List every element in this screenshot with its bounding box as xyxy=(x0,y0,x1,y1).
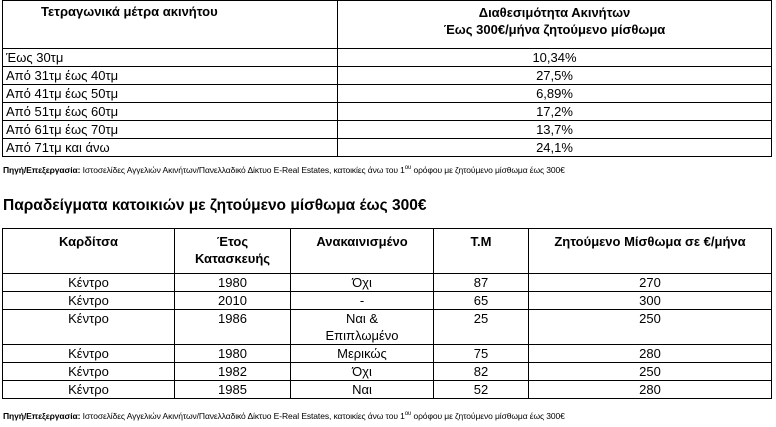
table-row xyxy=(3,121,772,139)
sqm-cell: 75 xyxy=(434,345,529,363)
header-renovated: Ανακαινισμένο xyxy=(291,229,434,274)
header-availability xyxy=(338,1,772,49)
year-cell: 1985 xyxy=(175,381,291,399)
header-year-line1: Έτος xyxy=(216,234,249,249)
header-city: Καρδίτσα xyxy=(3,229,175,274)
source-text-end: ορόφου με ζητούμενο μίσθωμα έως 300€ xyxy=(411,165,565,175)
table-row xyxy=(3,345,772,363)
header-year-line2: Κατασκευής xyxy=(194,251,271,266)
examples-table xyxy=(2,228,772,399)
renovated-cell: Όχι xyxy=(291,274,434,292)
renovated-line2: Επιπλωμένο xyxy=(325,328,399,343)
sqm-cell: 65 xyxy=(434,292,529,310)
sqm-cell: 87 xyxy=(434,274,529,292)
availability-value: 27,5% xyxy=(338,67,772,85)
area-cell: Κέντρο xyxy=(3,274,175,292)
table-row xyxy=(3,274,772,292)
table-row xyxy=(3,310,772,345)
header-sqm: Τ.Μ xyxy=(434,229,529,274)
table-row xyxy=(3,139,772,157)
renovated-cell: Ναι xyxy=(291,381,434,399)
table-row xyxy=(3,292,772,310)
sqm-range: Έως 30τμ xyxy=(3,49,338,67)
rent-cell: 300 xyxy=(529,292,772,310)
sqm-cell: 25 xyxy=(434,310,529,345)
area-cell: Κέντρο xyxy=(3,310,175,345)
header-year xyxy=(175,229,291,274)
table-row xyxy=(3,381,772,399)
table-row xyxy=(3,49,772,67)
year-cell: 1982 xyxy=(175,363,291,381)
availability-value: 10,34% xyxy=(338,49,772,67)
renovated-cell: - xyxy=(291,292,434,310)
availability-value: 13,7% xyxy=(338,121,772,139)
source-text: Ιστοσελίδες Αγγελιών Ακινήτων/Πανελλαδικό Δίκτυο E-Real Estates, κατοικίες άνω του 1 xyxy=(80,411,405,421)
header-availability-line2: Έως 300€/μήνα ζητούμενο μίσθωμα xyxy=(443,22,666,37)
source-label: Πηγή/Επεξεργασία: xyxy=(3,411,81,421)
sqm-cell: 52 xyxy=(434,381,529,399)
source-note-2 xyxy=(3,411,565,421)
rent-cell: 250 xyxy=(529,363,772,381)
area-cell: Κέντρο xyxy=(3,381,175,399)
table-row xyxy=(3,363,772,381)
availability-value: 17,2% xyxy=(338,103,772,121)
section-heading: Παραδείγματα κατοικιών με ζητούμενο μίσθωμα έως 300€ xyxy=(3,197,427,214)
table-row xyxy=(3,85,772,103)
source-note xyxy=(3,165,565,175)
sqm-range: Από 41τμ έως 50τμ xyxy=(3,85,338,103)
rent-cell: 250 xyxy=(529,310,772,345)
area-cell: Κέντρο xyxy=(3,345,175,363)
rent-cell: 270 xyxy=(529,274,772,292)
rent-cell: 280 xyxy=(529,345,772,363)
source-superscript: ου xyxy=(404,411,412,417)
renovated-cell: Όχι xyxy=(291,363,434,381)
table-row xyxy=(3,67,772,85)
renovated-cell: Μερικώς xyxy=(291,345,434,363)
sqm-range: Από 31τμ έως 40τμ xyxy=(3,67,338,85)
source-text: Ιστοσελίδες Αγγελιών Ακινήτων/Πανελλαδικό Δίκτυο E-Real Estates, κατοικίες άνω του 1 xyxy=(80,165,405,175)
year-cell: 1980 xyxy=(175,274,291,292)
year-cell: 1986 xyxy=(175,310,291,345)
rent-cell: 280 xyxy=(529,381,772,399)
availability-table xyxy=(2,0,772,157)
source-superscript: ου xyxy=(404,165,412,171)
sqm-cell: 82 xyxy=(434,363,529,381)
availability-table-header xyxy=(3,1,772,49)
source-text-end: ορόφου με ζητούμενο μίσθωμα έως 300€ xyxy=(411,411,565,421)
header-availability-line1: Διαθεσιμότητα Ακινήτων xyxy=(478,5,631,20)
sqm-range: Από 71τμ και άνω xyxy=(3,139,338,157)
examples-table-header xyxy=(3,229,772,274)
area-cell: Κέντρο xyxy=(3,363,175,381)
year-cell: 1980 xyxy=(175,345,291,363)
year-cell: 2010 xyxy=(175,292,291,310)
sqm-range: Από 51τμ έως 60τμ xyxy=(3,103,338,121)
area-cell: Κέντρο xyxy=(3,292,175,310)
source-label: Πηγή/Επεξεργασία: xyxy=(3,165,81,175)
availability-value: 6,89% xyxy=(338,85,772,103)
renovated-line1: Ναι & xyxy=(345,311,379,326)
header-sqm: Τετραγωνικά μέτρα ακινήτου xyxy=(3,1,338,49)
sqm-range: Από 61τμ έως 70τμ xyxy=(3,121,338,139)
renovated-cell xyxy=(291,310,434,345)
table-row xyxy=(3,103,772,121)
availability-value: 24,1% xyxy=(338,139,772,157)
header-rent: Ζητούμενο Μίσθωμα σε €/μήνα xyxy=(529,229,772,274)
